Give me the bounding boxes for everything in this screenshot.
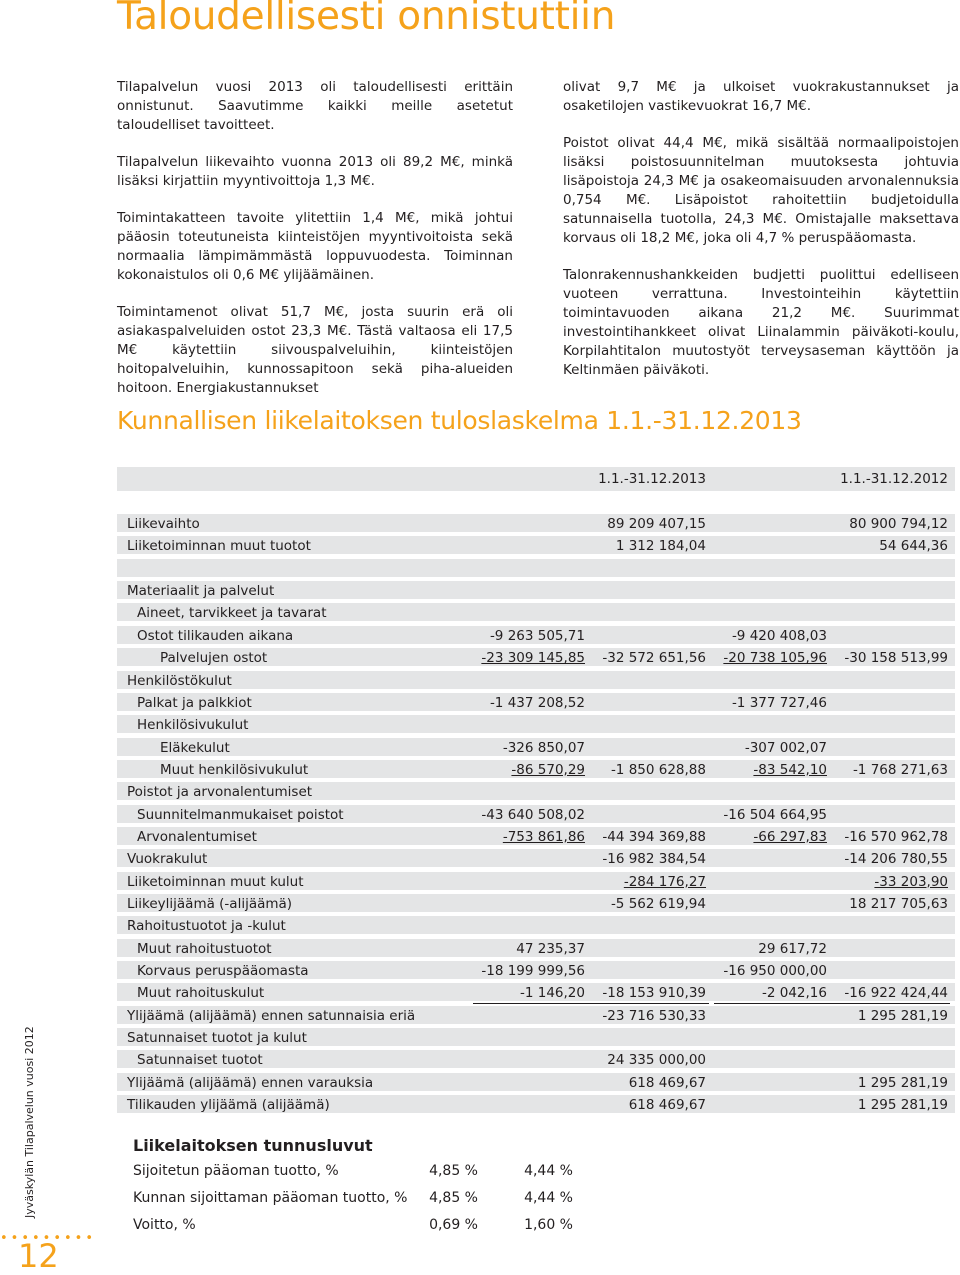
table-row (117, 626, 955, 646)
cell-c4: 54 644,36 (879, 538, 948, 555)
row-label: Suunnitelmanmukaiset poistot (137, 806, 344, 823)
row-label: Materiaalit ja palvelut (127, 583, 275, 599)
row-label: Tilikauden ylijäämä (alijäämä) (127, 1097, 330, 1114)
row-label: Satunnaiset tuotot (137, 1052, 263, 1069)
table-row (117, 1028, 955, 1048)
cell-c1: -326 850,07 (502, 739, 585, 756)
kpi-value-2012: 4,44 % (524, 1163, 573, 1179)
paragraph: olivat 9,7 M€ ja ulkoiset vuokrakustannukset ja osaketilojen vastikevuokrat 16,7 M€. (563, 79, 959, 114)
kpi-value-2012: 4,44 % (524, 1190, 573, 1206)
row-label: Ostot tilikauden aikana (137, 627, 294, 644)
cell-c3: -20 738 105,96 (723, 650, 827, 667)
kpi-label: Kunnan sijoittaman pääoman tuotto, % (133, 1190, 408, 1206)
table-row (117, 1006, 955, 1026)
paragraph: Tilapalvelun vuosi 2013 oli taloudellisesti erittäin onnistunut. Saavutimme kaikki meille asetetut taloudelliset tavoitteet. (117, 79, 513, 133)
row-label: Arvonalentumiset (137, 828, 257, 845)
income-statement-title: Kunnallisen liikelaitoksen tuloslaskelma 1.1.-31.12.2013 (117, 406, 802, 435)
cell-c2: 618 469,67 (628, 1074, 706, 1091)
cell-c2: 24 335 000,00 (607, 1052, 706, 1069)
kpi-label: Sijoitetun pääoman tuotto, % (133, 1163, 339, 1179)
kpi-row (133, 1217, 583, 1239)
table-row (117, 872, 955, 892)
cell-c2: -32 572 651,56 (602, 650, 706, 667)
row-label: Liiketoiminnan muut kulut (127, 873, 304, 890)
table-row (117, 760, 955, 780)
cell-c4: -14 206 780,55 (844, 851, 948, 868)
paragraph: Talonrakennushankkeiden budjetti puolittui edelliseen vuoteen verrattuna. Investointeihin käytettiin toimintavuoden aikana 21,2 M€. Suurimmat investointihankkeet olivat Liinalammin päiväkoti-koulu, Korpilahtitalon muutostyöt terveysaseman käyttöön ja Keltinmäen päiväkoti. (563, 267, 959, 378)
cell-c1: -753 861,86 (502, 828, 585, 845)
kpi-label: Voitto, % (133, 1217, 196, 1233)
kpi-row (133, 1163, 583, 1185)
row-label: Palkat ja palkkiot (137, 694, 252, 711)
row-label: Liikevaihto (127, 516, 200, 532)
table-row (117, 693, 955, 713)
kpi-value-2012: 1,60 % (524, 1217, 573, 1233)
cell-c1: -43 640 508,02 (481, 806, 585, 823)
cell-c3: -83 542,10 (753, 761, 827, 778)
cell-c3: -66 297,83 (753, 828, 827, 845)
cell-c2: -1 850 628,88 (610, 761, 706, 778)
table-row (117, 1095, 955, 1115)
cell-c1: -9 263 505,71 (489, 627, 585, 644)
cell-c1: -1 437 208,52 (489, 694, 585, 711)
table-row (117, 581, 955, 601)
table-row (117, 1050, 955, 1070)
table-row (117, 671, 955, 691)
cell-c1: -1 146,20 (520, 985, 585, 1002)
table-row (117, 536, 955, 556)
cell-c1: 47 235,37 (516, 940, 585, 957)
table-row (117, 738, 955, 758)
table-row (117, 782, 955, 802)
table-row (117, 916, 955, 936)
cell-c4: -33 203,90 (874, 873, 948, 890)
table-row (117, 715, 955, 735)
row-label: Ylijäämä (alijäämä) ennen satunnaisia eriä (127, 1007, 416, 1024)
row-label: Satunnaiset tuotot ja kulut (127, 1030, 307, 1047)
column-header-2012: 1.1.-31.12.2012 (840, 471, 948, 487)
row-label: Muut rahoituskulut (137, 985, 265, 1002)
cell-c4: -30 158 513,99 (844, 650, 948, 667)
table-row (117, 939, 955, 959)
table-row (117, 514, 955, 534)
row-label: Henkilösivukulut (137, 717, 249, 734)
cell-c4: 80 900 794,12 (849, 516, 948, 532)
table-row (117, 827, 955, 847)
cell-c4: 1 295 281,19 (857, 1097, 948, 1114)
cell-c4: 1 295 281,19 (857, 1007, 948, 1024)
table-row (117, 603, 955, 623)
paragraph: Poistot olivat 44,4 M€, mikä sisältää normaalipoistojen lisäksi poistosuunnitelman muutoksesta johtuvia lisäpoistoja 24,3 M€ ja osakeomaisuuden arvonalennuksia 0,754 M€. Lisäpoistot rahoitettiin budjetoidulla satunnaisella tuotolla, 24,3 M€. Omistajalle maksettava korvaus oli 18,2 M€, joka oli 4,7 % peruspääomasta. (563, 135, 959, 246)
dots-decoration: ••••••••• (0, 1231, 97, 1246)
cell-c3: 29 617,72 (758, 940, 827, 957)
cell-c1: -86 570,29 (511, 761, 585, 778)
kpi-value-2013: 4,85 % (429, 1163, 478, 1179)
table-row (117, 648, 955, 668)
kpi-value-2013: 4,85 % (429, 1190, 478, 1206)
page-number: 12 (18, 1237, 59, 1275)
row-label: Palvelujen ostot (160, 650, 268, 667)
cell-c2: 618 469,67 (628, 1097, 706, 1114)
row-label: Liiketoiminnan muut tuotot (127, 538, 311, 555)
row-label: Vuokrakulut (127, 851, 208, 868)
row-label: Rahoitustuotot ja -kulut (127, 918, 286, 935)
sum-line (714, 1003, 950, 1004)
cell-c4: -16 922 424,44 (844, 985, 948, 1002)
paragraph: Toimintamenot olivat 51,7 M€, josta suurin erä oli asiakaspalveluiden ostot 23,3 M€. Tästä valtaosa eli 17,5 M€ käytettiin siivouspalveluihin, kiinteistöjen hoitopalveluihin, kunnossapitoon sekä piha-alueiden hoitoon. Energiakustannukset (117, 304, 513, 396)
cell-c3: -1 377 727,46 (731, 694, 827, 711)
paragraph: Tilapalvelun liikevaihto vuonna 2013 oli 89,2 M€, minkä lisäksi kirjattiin myyntivoittoja 1,3 M€. (117, 154, 513, 189)
cell-c1: -18 199 999,56 (481, 963, 585, 979)
cell-c2: -23 716 530,33 (602, 1007, 706, 1024)
cell-c4: -16 570 962,78 (844, 828, 948, 845)
cell-c4: -1 768 271,63 (852, 761, 948, 778)
paragraph: Toimintakatteen tavoite ylitettiin 1,4 M€, mikä johtui pääosin toteutuneista kiinteistöjen myyntivoitoista sekä normaalia lämpimämmästä loppuvuodesta. Toiminnan kokonaistulos oli 0,6 M€ ylijäämäinen. (117, 210, 513, 283)
cell-c2: -5 562 619,94 (610, 896, 706, 912)
cell-c3: -16 950 000,00 (723, 963, 827, 979)
kpi-title: Liikelaitoksen tunnusluvut (133, 1136, 373, 1155)
table-row (117, 1073, 955, 1093)
table-header (117, 467, 955, 491)
row-label: Liikeylijäämä (-alijäämä) (127, 896, 293, 912)
cell-c2: -44 394 369,88 (602, 828, 706, 845)
kpi-row (133, 1190, 583, 1212)
cell-c4: 1 295 281,19 (857, 1074, 948, 1091)
row-label: Korvaus peruspääomasta (137, 963, 309, 979)
cell-c3: -9 420 408,03 (731, 627, 827, 644)
cell-c2: 89 209 407,15 (607, 516, 706, 532)
table-row (117, 983, 955, 1003)
table-row (117, 849, 955, 869)
row-label: Muut rahoitustuotot (137, 940, 272, 957)
kpi-value-2013: 0,69 % (429, 1217, 478, 1233)
cell-c2: -18 153 910,39 (602, 985, 706, 1002)
cell-c3: -16 504 664,95 (723, 806, 827, 823)
page-title: Taloudellisesti onnistuttiin (117, 0, 616, 39)
cell-c4: 18 217 705,63 (849, 896, 948, 912)
intro-column-right (563, 78, 959, 398)
table-row (117, 961, 955, 981)
cell-c3: -2 042,16 (762, 985, 827, 1002)
side-caption: Jyväskylän Tilapalvelun vuosi 2012 (23, 1026, 36, 1218)
row-label: Muut henkilösivukulut (160, 761, 309, 778)
cell-c1: -23 309 145,85 (481, 650, 585, 667)
cell-c2: -284 176,27 (623, 873, 706, 890)
column-header-2013: 1.1.-31.12.2013 (598, 471, 706, 487)
cell-c2: -16 982 384,54 (602, 851, 706, 868)
cell-c2: 1 312 184,04 (615, 538, 706, 555)
table-row (117, 805, 955, 825)
table-row (117, 894, 955, 914)
row-label: Eläkekulut (160, 739, 230, 756)
row-label: Ylijäämä (alijäämä) ennen varauksia (127, 1074, 374, 1091)
intro-column-left (117, 78, 513, 416)
table-row (117, 559, 955, 579)
row-label: Henkilöstökulut (127, 672, 232, 689)
row-label: Aineet, tarvikkeet ja tavarat (137, 605, 327, 622)
cell-c3: -307 002,07 (744, 739, 827, 756)
sum-line (473, 1003, 709, 1004)
row-label: Poistot ja arvonalentumiset (127, 784, 313, 801)
